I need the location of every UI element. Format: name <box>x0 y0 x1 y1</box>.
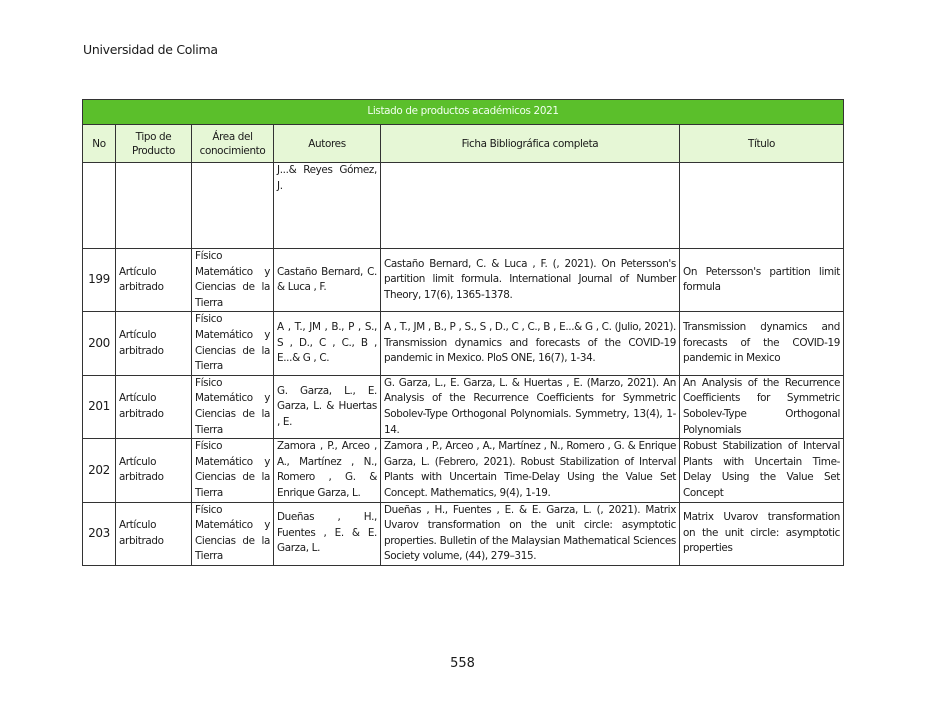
cell-area: Físico Matemático y Ciencias de la Tierra <box>192 502 274 565</box>
cell-no: 201 <box>83 375 116 438</box>
column-header-no: No <box>83 125 116 163</box>
academic-products-table <box>82 99 844 566</box>
cell-area: Físico Matemático y Ciencias de la Tierra <box>192 439 274 502</box>
table-row <box>83 375 844 438</box>
cell-autores: G. Garza, L., E. Garza, L. & Huertas , E. <box>274 375 381 438</box>
cell-ficha: Dueñas , H., Fuentes , E. & E. Garza, L. (, 2021). Matrix Uvarov transformation on the unit circle: asymptotic properties. Bulletin of the Malaysian Mathematical Sciences Society volume, (44), 279–315. <box>381 502 680 565</box>
cell-tipo: Artículo arbitrado <box>116 249 192 312</box>
column-header-autores: Autores <box>274 125 381 163</box>
cell-no: 199 <box>83 249 116 312</box>
cell-autores: A , T., JM , B., P , S., S , D., C , C., B , E...& G , C. <box>274 312 381 375</box>
cell-no: 200 <box>83 312 116 375</box>
table-row <box>83 502 844 565</box>
table-row-continued <box>83 163 844 249</box>
table-row <box>83 312 844 375</box>
column-header-area: Área del conocimiento <box>192 125 274 163</box>
column-header-ficha: Ficha Bibliográfica completa <box>381 125 680 163</box>
cell-titulo: Matrix Uvarov transformation on the unit circle: asymptotic properties <box>680 502 844 565</box>
cell-no: 202 <box>83 439 116 502</box>
cell-area: Físico Matemático y Ciencias de la Tierra <box>192 249 274 312</box>
cell-autores: Zamora , P., Arceo , A., Martínez , N., Romero , G. & Enrique Garza, L. <box>274 439 381 502</box>
cell-ficha: Castaño Bernard, C. & Luca , F. (, 2021). On Petersson's partition limit formula. International Journal of Number Theory, 17(6), 1365-1378. <box>381 249 680 312</box>
cell-autores: Dueñas , H., Fuentes , E. & E. Garza, L. <box>274 502 381 565</box>
page-number: 558 <box>450 656 475 671</box>
cell-autores: J...& Reyes Gómez, J. <box>274 163 381 249</box>
cell-ficha <box>381 163 680 249</box>
cell-tipo: Artículo arbitrado <box>116 375 192 438</box>
cell-titulo: Robust Stabilization of Interval Plants with Uncertain Time-Delay Using the Value Set Concept <box>680 439 844 502</box>
table-title-row <box>83 100 844 125</box>
cell-area <box>192 163 274 249</box>
cell-no <box>83 163 116 249</box>
cell-no: 203 <box>83 502 116 565</box>
cell-area: Físico Matemático y Ciencias de la Tierra <box>192 375 274 438</box>
cell-ficha: Zamora , P., Arceo , A., Martínez , N., Romero , G. & Enrique Garza, L. (Febrero, 2021). Robust Stabilization of Interval Plants with Uncertain Time-Delay Using the Value Set Concept. Mathematics, 9(4), 1-19. <box>381 439 680 502</box>
table-header-row <box>83 125 844 163</box>
cell-tipo: Artículo arbitrado <box>116 439 192 502</box>
table-row <box>83 439 844 502</box>
cell-ficha: G. Garza, L., E. Garza, L. & Huertas , E. (Marzo, 2021). An Analysis of the Recurrence Coefficients for Symmetric Sobolev-Type Orthogonal Polynomials. Symmetry, 13(4), 1-14. <box>381 375 680 438</box>
cell-area: Físico Matemático y Ciencias de la Tierra <box>192 312 274 375</box>
column-header-titulo: Título <box>680 125 844 163</box>
cell-titulo: An Analysis of the Recurrence Coefficients for Symmetric Sobolev-Type Orthogonal Polynomials <box>680 375 844 438</box>
cell-titulo: On Petersson's partition limit formula <box>680 249 844 312</box>
cell-tipo: Artículo arbitrado <box>116 502 192 565</box>
column-header-tipo: Tipo de Producto <box>116 125 192 163</box>
institution-header: Universidad de Colima <box>83 42 218 57</box>
table-title: Listado de productos académicos 2021 <box>83 100 844 125</box>
cell-ficha: A , T., JM , B., P , S., S , D., C , C., B , E...& G , C. (Julio, 2021). Transmission dynamics and forecasts of the COVID-19 pandemic in Mexico. PloS ONE, 16(7), 1-34. <box>381 312 680 375</box>
cell-titulo: Transmission dynamics and forecasts of the COVID-19 pandemic in Mexico <box>680 312 844 375</box>
table-row <box>83 249 844 312</box>
cell-tipo <box>116 163 192 249</box>
cell-tipo: Artículo arbitrado <box>116 312 192 375</box>
cell-autores: Castaño Bernard, C. & Luca , F. <box>274 249 381 312</box>
cell-titulo <box>680 163 844 249</box>
